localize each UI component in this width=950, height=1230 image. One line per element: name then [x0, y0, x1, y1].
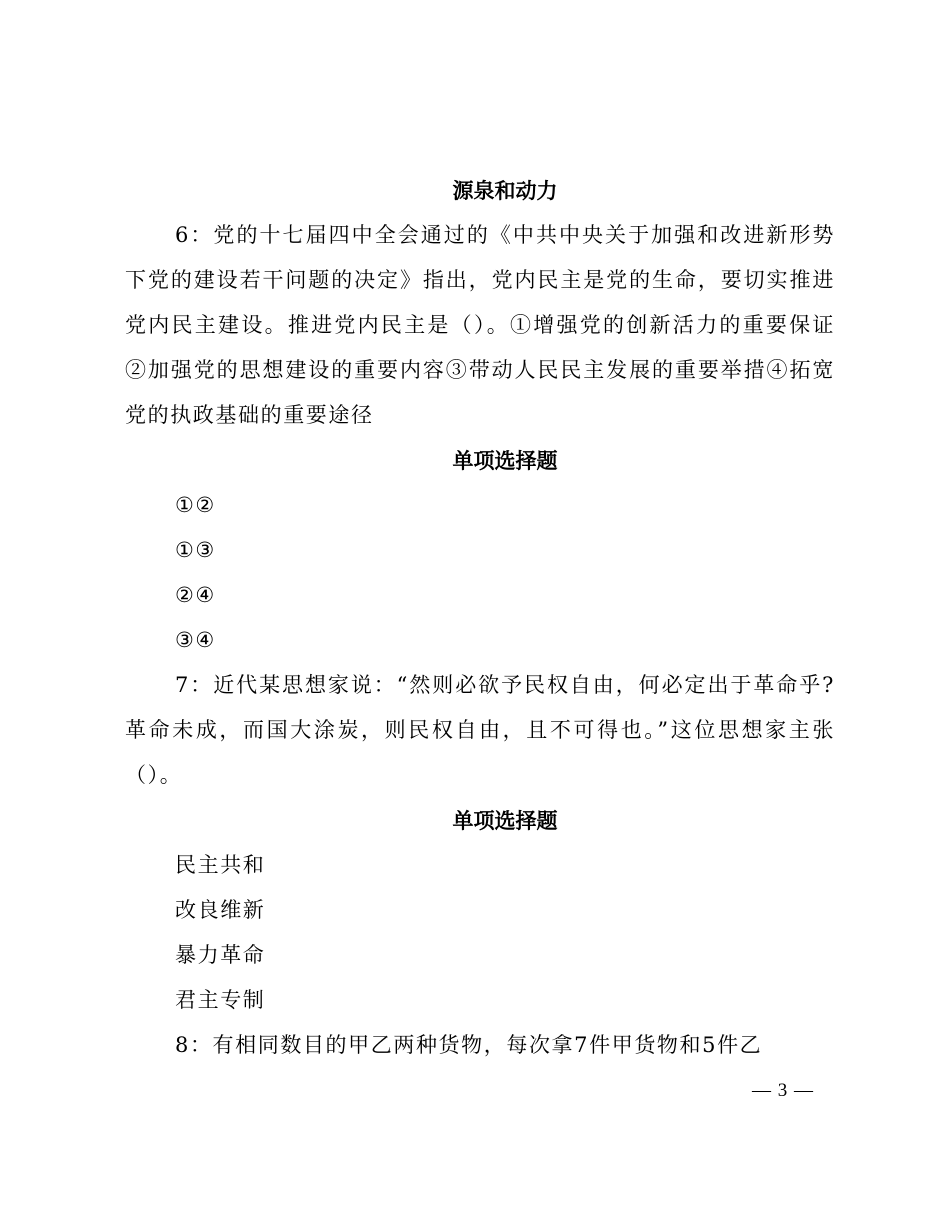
question-7-option: 暴力革命	[175, 943, 266, 967]
question-6-option: ③④	[175, 628, 216, 652]
question-7-text: 7：近代某思想家说：“然则必欲予民权自由，何必定出于革命乎?革命未成，而国大涂炭，则民权自由，且不可得也。”这位思想家主张（）。	[125, 673, 835, 787]
question-6-type-label: 单项选择题	[452, 448, 558, 473]
question-6-option: ①③	[175, 538, 216, 562]
question-7-option: 改良维新	[175, 898, 266, 922]
question-7-type-label: 单项选择题	[452, 808, 558, 833]
question-7-option: 君主专制	[175, 988, 266, 1012]
section-heading: 源泉和动力	[452, 178, 558, 203]
question-8-text: 8：有相同数目的甲乙两种货物，每次拿7件甲货物和5件乙	[175, 1033, 763, 1057]
document-page	[125, 168, 835, 1068]
question-6-text: 6：党的十七届四中全会通过的《中共中央关于加强和改进新形势下党的建设若干问题的决定》指出，党内民主是党的生命，要切实推进党内民主建设。推进党内民主是（）。①增强党的创新活力的重要保证②加强党的思想建设的重要内容③带动人民民主发展的重要举措④拓宽党的执政基础的重要途径	[125, 223, 835, 427]
question-6-option: ①②	[175, 493, 216, 517]
question-6-option: ②④	[175, 583, 216, 607]
page-number: — 3 —	[752, 1080, 814, 1101]
question-7-option: 民主共和	[175, 853, 266, 877]
